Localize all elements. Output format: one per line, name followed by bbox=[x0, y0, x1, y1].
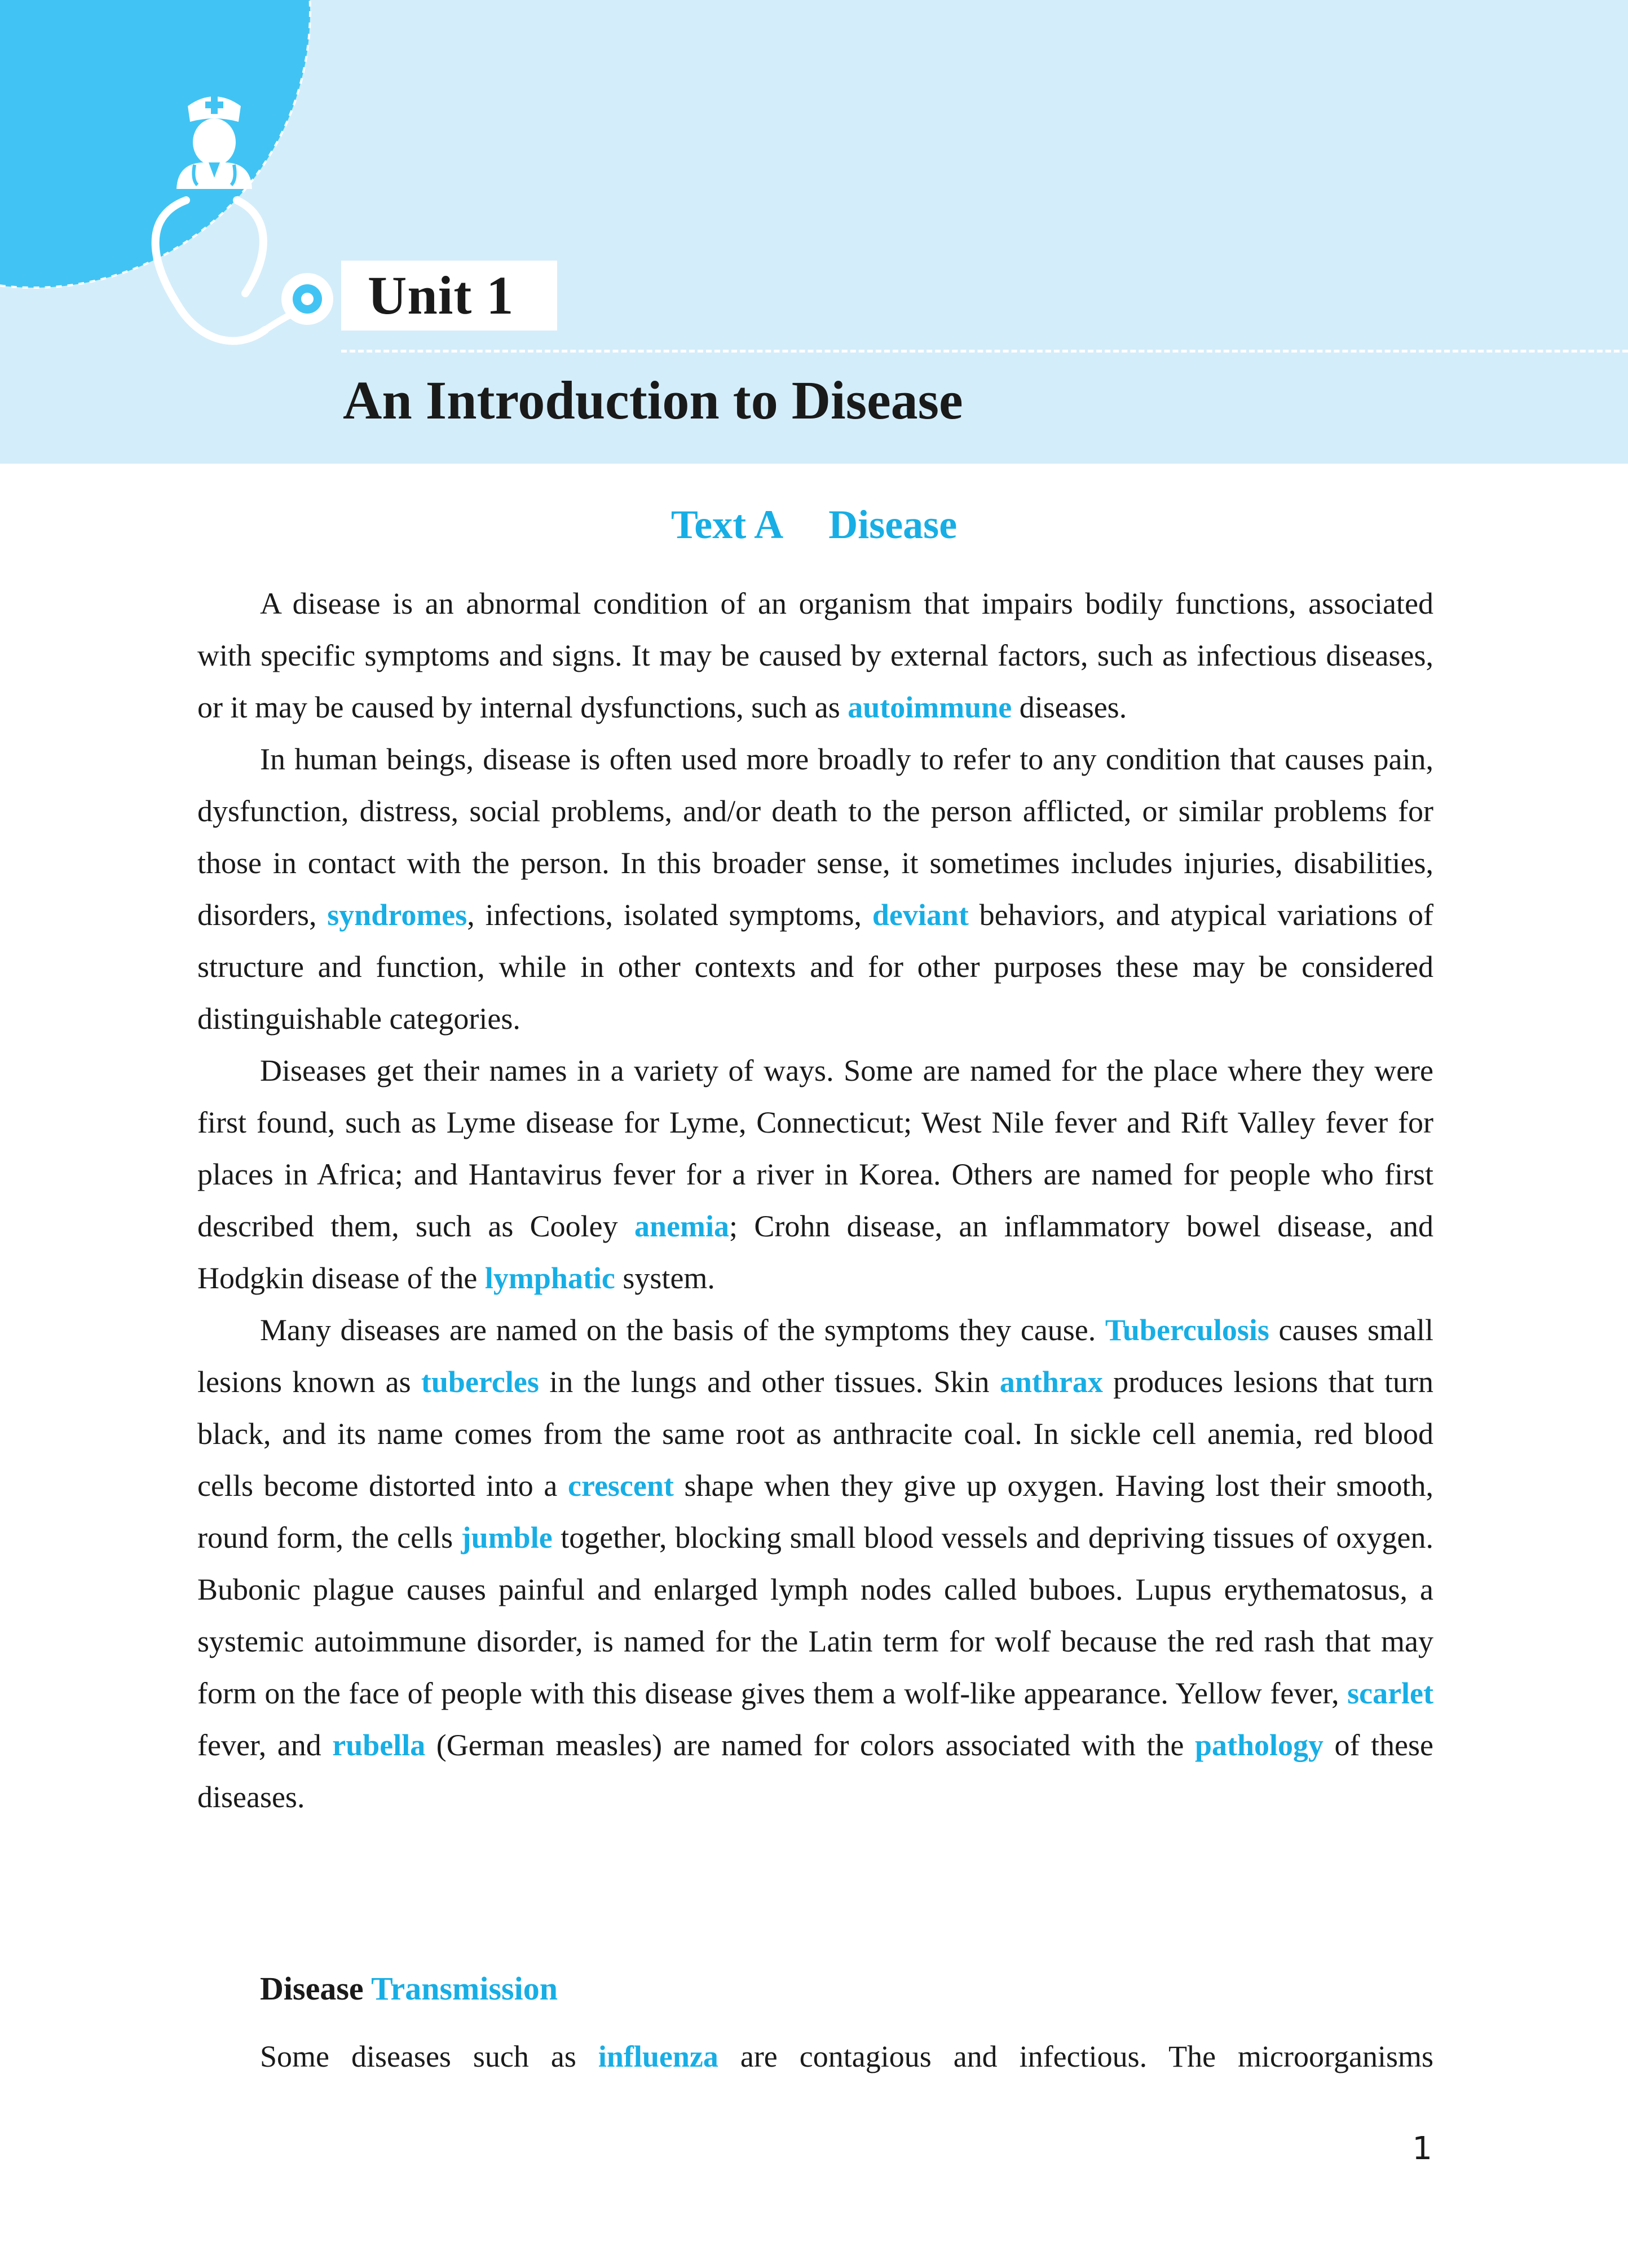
text-run: , infections, isolated symptoms, bbox=[467, 898, 872, 932]
text-run: (German measles) are named for colors associated with the bbox=[425, 1728, 1195, 1762]
text-run: are contagious and infectious. The microorganisms bbox=[718, 2040, 1433, 2073]
paragraph bbox=[197, 1045, 1433, 1304]
text-run: ; Crohn disease, an inflammatory bowel disease, and Hodgkin disease of the bbox=[197, 1209, 1433, 1295]
text-run: In human beings, disease is often used more broadly to refer to any condition that causes pain, dysfunction, distress, social problems, and/or death to the person afflicted, or similar problems for those in contact with the person. In this broader sense, it sometimes includes injuries, disabilities, disorders, bbox=[197, 742, 1433, 932]
text-run: together, blocking small blood vessels and depriving tissues of oxygen. Bubonic plague causes painful and enlarged lymph nodes called buboes. Lupus erythematosus, a systemic autoimmune disorder, is named for the Latin term for wolf because the red rash that may form on the face of people with this disease gives them a wolf-like appearance. Yellow fever, bbox=[197, 1521, 1433, 1710]
text-run: of these diseases. bbox=[197, 1728, 1433, 1814]
paragraph bbox=[197, 1304, 1433, 1823]
keyword: Tuberculosis bbox=[1105, 1313, 1269, 1347]
keyword: scarlet bbox=[1347, 1676, 1433, 1710]
unit-label: Unit 1 bbox=[368, 265, 514, 325]
text-heading-part: Text A bbox=[670, 502, 784, 547]
unit-title: An Introduction to Disease bbox=[343, 370, 963, 430]
keyword: tubercles bbox=[421, 1365, 539, 1399]
keyword: anemia bbox=[634, 1209, 729, 1243]
keyword: anthrax bbox=[999, 1365, 1103, 1399]
keyword: jumble bbox=[461, 1521, 553, 1554]
paragraph bbox=[197, 2031, 1433, 2082]
paragraph bbox=[197, 578, 1433, 733]
keyword: pathology bbox=[1194, 1728, 1324, 1762]
section-heading-word: Disease bbox=[260, 1970, 364, 2007]
continued-text bbox=[197, 2031, 1433, 2082]
body-text bbox=[197, 578, 1433, 1823]
text-run: Diseases get their names in a variety of ways. Some are named for the place where they were first found, such as Lyme disease for Lyme, Connecticut; West Nile fever and Rift Valley fever for places in Africa; and Hantavirus fever for a river in Korea. Others are named for people who first described them, such as Cooley bbox=[197, 1054, 1433, 1243]
text-run: Many diseases are named on the basis of the symptoms they cause. bbox=[260, 1313, 1105, 1347]
keyword: lymphatic bbox=[484, 1261, 615, 1295]
keyword: deviant bbox=[872, 898, 969, 932]
section-heading bbox=[260, 1961, 558, 2017]
text-run: system. bbox=[615, 1261, 715, 1295]
text-run: behaviors, and atypical variations of structure and function, while in other contexts and for other purposes these may be considered distinguishable categories. bbox=[197, 898, 1433, 1036]
keyword: syndromes bbox=[327, 898, 467, 932]
text-run: Some diseases such as bbox=[260, 2040, 598, 2073]
divider bbox=[341, 350, 1628, 353]
text-heading-title: Disease bbox=[828, 502, 958, 547]
text-run: diseases. bbox=[1012, 690, 1127, 724]
text-run: A disease is an abnormal condition of an organism that impairs bodily functions, associated with specific symptoms and signs. It may be caused by external factors, such as infectious diseases, or it may be caused by internal dysfunctions, such as bbox=[197, 587, 1433, 724]
text-run: fever, and bbox=[197, 1728, 333, 1762]
keyword: rubella bbox=[332, 1728, 426, 1762]
text-run: in the lungs and other tissues. Skin bbox=[539, 1365, 1000, 1399]
keyword: influenza bbox=[598, 2040, 718, 2073]
keyword: autoimmune bbox=[848, 690, 1012, 724]
section-heading-keyword: Transmission bbox=[371, 1970, 558, 2007]
text-heading bbox=[0, 496, 1628, 553]
paragraph bbox=[197, 733, 1433, 1045]
keyword: crescent bbox=[567, 1469, 674, 1503]
page-number: 1 bbox=[1412, 2130, 1432, 2167]
text-run: shape when they give up oxygen. Having lost their smooth, round form, the cells bbox=[197, 1469, 1434, 1554]
text-run: produces lesions that turn black, and its name comes from the same root as anthracite coal. In sickle cell anemia, red blood cells become distorted into a bbox=[197, 1365, 1433, 1503]
text-run: causes small lesions known as bbox=[197, 1313, 1433, 1399]
